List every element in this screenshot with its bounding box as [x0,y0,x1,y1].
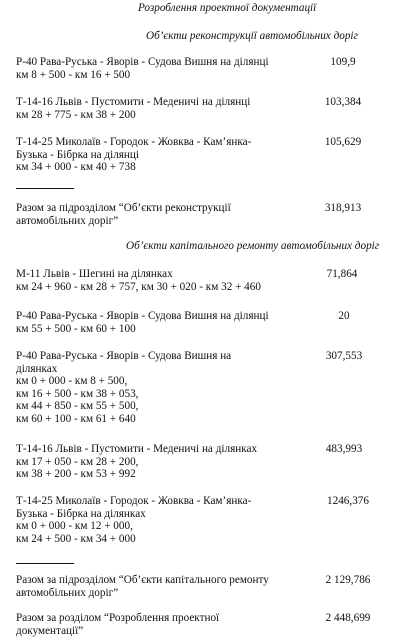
road-item-line: Т-14-16 Львів - Пустомити - Меденичі на ділянках [16,443,258,455]
road-item-line: Т-14-16 Львів - Пустомити - Меденичі на ділянці [16,96,251,108]
subtotal-line: Разом за підрозділом “Об’єкти реконструкції [16,202,231,214]
road-item [16,495,278,545]
road-item-value: 307,553 [325,350,363,362]
road-item [16,56,278,81]
road-item-line: км 0 + 000 - км 12 + 000, [16,520,133,533]
road-item-line: км 16 + 500 - км 38 + 053, [16,387,139,400]
total-value: 2 448,699 [325,612,371,624]
road-item-line: Р-40 Рава-Руська - Яворів - Судова Вишня на [16,350,232,362]
road-item [16,268,316,293]
road-item-line: км 44 + 850 - км 55 + 500, [16,400,139,413]
road-item-line: Т-14-25 Миколаїв - Городок - Жовква - Кам’янка- [16,136,252,148]
separator-rule [16,563,74,564]
road-item-line: км 38 + 200 - км 53 + 992 [16,468,136,481]
separator-rule [16,188,74,189]
road-item-value: 105,629 [324,136,362,148]
road-item-line: Бузька - Бібрка на ділянках [16,507,146,520]
road-item-line: км 0 + 000 - км 8 + 500, [16,375,128,388]
road-item [16,310,278,335]
road-item-line: Бузька - Бібрка на ділянці [16,148,140,161]
road-item-value: 71,864 [326,268,358,280]
road-item-line: км 8 + 500 - км 16 + 500 [16,68,131,81]
section-heading-reconstruction: Об’єкти реконструкції автомобільних доріг [146,30,358,42]
road-item [16,443,278,481]
road-item-value: 103,384 [324,96,362,108]
total-line: Разом за розділом “Розроблення проектної [16,612,220,624]
subtotal-reconstruction [16,202,278,227]
road-item [16,350,278,426]
subtotal-value: 2 129,786 [325,574,371,586]
document-title: Розроблення проектної документації [138,2,317,14]
road-item-line: км 55 + 500 - км 60 + 100 [16,322,136,335]
road-item [16,136,278,174]
subtotal-line: Разом за підрозділом “Об’єкти капітального ремонту [16,574,269,586]
road-item-line: ділянках [16,362,58,375]
road-item-line: Р-40 Рава-Руська - Яворів - Судова Вишня на ділянці [16,310,269,322]
subtotal-line: автомобільних доріг” [16,586,119,599]
road-item-line: М-11 Львів - Шегині на ділянках [16,268,173,280]
road-item-line: км 60 + 100 - км 61 + 640 [16,412,136,425]
total-line: документації” [16,624,84,637]
road-item-line: Р-40 Рава-Руська - Яворів - Судова Вишня на ділянці [16,56,269,68]
road-item [16,96,278,121]
subtotal-capital-repair [16,574,296,599]
road-item-value: 1246,376 [327,495,369,507]
road-item-line: км 28 + 775 - км 38 + 200 [16,108,136,121]
road-item-line: км 34 + 000 - км 40 + 738 [16,161,136,174]
road-item-line: км 17 + 050 - км 28 + 200, [16,455,139,468]
road-item-value: 483,993 [325,443,363,455]
subtotal-line: автомобільних доріг” [16,214,119,227]
subtotal-value: 318,913 [324,202,362,214]
road-item-line: км 24 + 960 - км 28 + 757, км 30 + 020 - км 32 + 460 [16,280,261,293]
road-item-line: Т-14-25 Миколаїв - Городок - Жовква - Кам’янка- [16,495,252,507]
section-heading-capital-repair: Об’єкти капітального ремонту автомобільних доріг [126,240,380,252]
total-design-documentation [16,612,278,637]
road-item-line: км 24 + 500 - км 34 + 000 [16,532,136,545]
road-item-value: 109,9 [330,56,356,68]
road-item-value: 20 [338,310,350,322]
